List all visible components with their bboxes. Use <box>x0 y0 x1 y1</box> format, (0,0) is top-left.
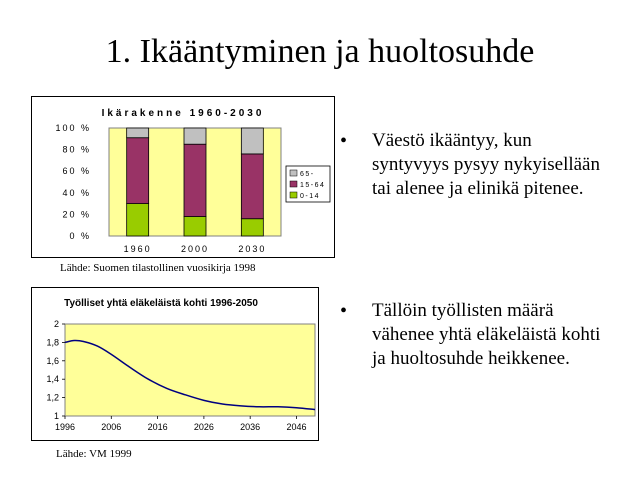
y-tick-label: 2 <box>53 319 59 329</box>
bullet-text: Tällöin työllisten määrä vähenee yhtä eläkeläistä kohti ja huoltosuhde heikkenee. <box>372 300 601 369</box>
y-tick-label: 1 <box>53 411 59 421</box>
y-tick-label: 0 % <box>69 231 91 241</box>
bar-segment-65- <box>127 128 149 138</box>
source-note-bottom: Lähde: VM 1999 <box>56 448 132 460</box>
x-tick-label: 2036 <box>240 422 261 432</box>
bar-segment-15-64 <box>127 138 149 204</box>
x-tick-label: 2030 <box>238 244 267 254</box>
bar-segment-0-14 <box>241 219 263 236</box>
bullet-text: Väestö ikääntyy, kun syntyvyys pysyy nykyisellään tai alenee ja elinikä pitenee. <box>372 130 600 199</box>
legend-label: 0-14 <box>300 193 321 200</box>
bar-segment-15-64 <box>241 154 263 219</box>
y-tick-label: 1,6 <box>46 355 59 366</box>
x-tick-label: 2026 <box>193 422 214 432</box>
y-tick-label: 20 % <box>62 209 91 220</box>
bar-segment-65- <box>184 128 206 144</box>
y-tick-label: 60 % <box>62 166 91 177</box>
y-tick-label: 1,8 <box>46 337 59 348</box>
chart-title: Ikärakenne 1960-2030 <box>101 108 265 119</box>
y-tick-label: 100 % <box>55 123 91 133</box>
y-tick-label: 40 % <box>62 187 91 198</box>
bullet-marker: • <box>340 130 348 152</box>
x-tick-label: 2016 <box>147 422 168 432</box>
x-tick-label: 2000 <box>180 244 210 254</box>
bullet-marker: • <box>340 300 348 322</box>
workers-per-pensioner-chart <box>31 287 319 441</box>
y-tick-label: 1,4 <box>46 374 59 385</box>
legend-swatch <box>290 192 297 198</box>
y-tick-label: 80 % <box>62 144 91 155</box>
legend-label: 65- <box>300 171 315 178</box>
bar-segment-0-14 <box>127 204 149 236</box>
x-tick-label: 1996 <box>54 422 76 432</box>
bar-segment-65- <box>241 128 263 154</box>
x-tick-label: 2006 <box>101 422 122 432</box>
y-tick-label: 1,2 <box>46 392 59 403</box>
slide-title: 1. Ikääntyminen ja huoltosuhde <box>105 33 535 70</box>
bar-segment-15-64 <box>184 144 206 216</box>
age-structure-chart <box>31 96 335 258</box>
x-tick-label: 1960 <box>123 244 152 254</box>
chart-title: Työlliset yhtä eläkeläistä kohti 1996-2050 <box>64 298 258 309</box>
chart-legend <box>286 166 330 202</box>
legend-label: 15-64 <box>300 182 326 189</box>
source-note-top: Lähde: Suomen tilastollinen vuosikirja 1998 <box>60 262 256 274</box>
bar-segment-0-14 <box>184 217 206 236</box>
plot-area <box>65 324 315 416</box>
legend-swatch <box>290 170 297 176</box>
legend-swatch <box>290 181 297 187</box>
x-tick-label: 2046 <box>286 422 307 432</box>
